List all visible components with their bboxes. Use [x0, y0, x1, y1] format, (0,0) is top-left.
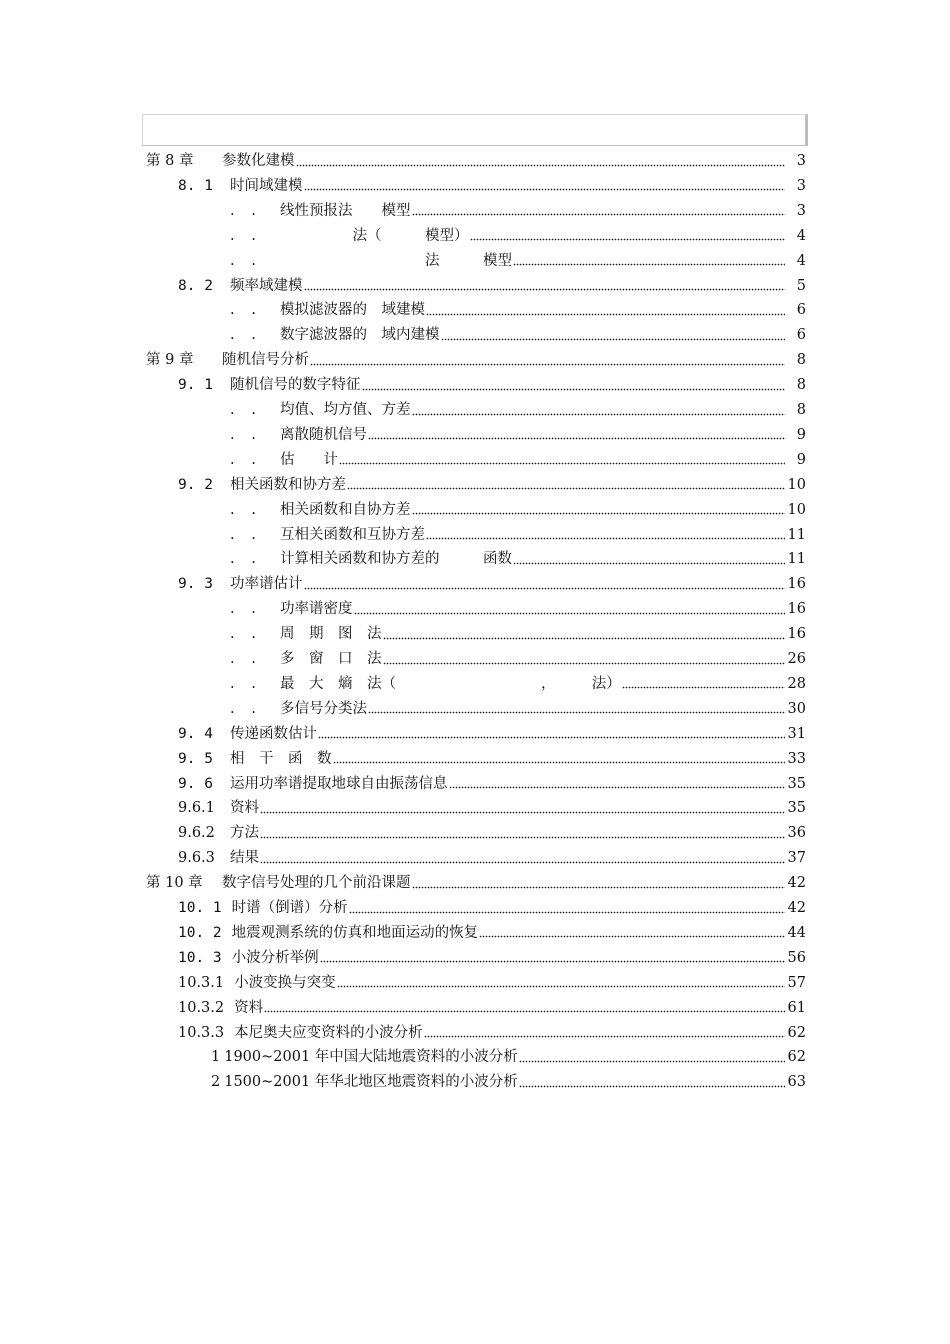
dot-leader — [362, 380, 786, 392]
toc-entry-number: 9.6.2 — [178, 825, 215, 842]
toc-entry[interactable] — [211, 1045, 806, 1070]
toc-entry-title: 均值、均方值、方差 — [280, 402, 411, 418]
toc-entry-page: 61 — [787, 999, 806, 1016]
toc-entry-page: 28 — [787, 675, 806, 692]
toc-entry[interactable] — [178, 846, 806, 871]
toc-entry[interactable] — [230, 298, 806, 323]
toc-entry-title: 1900~2001 年中国大陆地震资料的小波分析 — [224, 1049, 518, 1066]
dot-leader — [333, 753, 785, 765]
toc-entry-number: 10. 2 — [178, 924, 222, 941]
toc-entry[interactable] — [230, 224, 806, 249]
toc-entry-number: 10. 3 — [178, 949, 222, 966]
toc-entry-number: . . — [230, 327, 262, 344]
toc-entry-number: . . — [230, 252, 262, 269]
toc-entry-page: 35 — [787, 775, 806, 792]
toc-entry[interactable] — [230, 622, 806, 647]
toc-entry-number: 8. 2 — [178, 277, 213, 294]
dot-leader — [479, 927, 784, 939]
dot-leader — [441, 330, 786, 342]
dot-leader — [519, 1052, 785, 1064]
dot-leader — [318, 728, 785, 740]
toc-entry-number: . . — [230, 302, 262, 319]
dot-leader — [304, 280, 786, 292]
dot-leader — [383, 654, 785, 666]
dot-leader — [622, 678, 785, 690]
toc-entry-title: 法（ 模型） — [280, 227, 469, 244]
toc-entry-title: 最 大 熵 法（ ， 法） — [280, 675, 621, 692]
dot-leader — [513, 554, 785, 566]
toc-entry-page: 42 — [787, 900, 806, 916]
toc-entry-title: 小波分析举例 — [231, 949, 319, 966]
toc-entry-number: 第 10 章 — [146, 875, 203, 892]
toc-entry-page: 44 — [787, 924, 806, 941]
toc-entry[interactable] — [178, 722, 806, 747]
toc-entry-number: . . — [230, 626, 262, 643]
toc-entry-page: 4 — [796, 227, 806, 244]
toc-entry-number: . . — [230, 227, 262, 244]
toc-entry-number: 9. 1 — [178, 377, 213, 394]
toc-entry-title: 传递函数估计 — [230, 725, 317, 742]
toc-entry-title: 数字滤波器的 域内建模 — [280, 327, 440, 344]
dot-leader — [368, 703, 785, 715]
toc-entry-page: 8 — [796, 377, 806, 394]
dot-leader — [412, 205, 786, 217]
toc-entry-title: 互相关函数和互协方差 — [280, 526, 425, 543]
toc-entry[interactable] — [178, 996, 806, 1021]
toc-entry-number: . . — [230, 426, 262, 443]
toc-entry[interactable] — [230, 697, 806, 722]
toc-entry[interactable] — [230, 597, 806, 622]
dot-leader — [354, 604, 785, 616]
toc-entry-title: 功率谱估计 — [230, 576, 303, 593]
toc-entry[interactable] — [230, 423, 806, 448]
toc-entry-title: 法 模型 — [280, 252, 512, 269]
toc-entry[interactable] — [178, 1021, 806, 1046]
toc-entry-title: 估 计 — [280, 451, 338, 468]
toc-entry[interactable] — [178, 772, 806, 797]
dot-leader — [368, 429, 785, 441]
toc-entry-page: 56 — [787, 949, 806, 966]
toc-entry-title: 相关函数和自协方差 — [280, 501, 411, 518]
dot-leader — [412, 504, 785, 516]
toc-entry-page: 33 — [787, 750, 806, 767]
toc-entry-number: . . — [230, 601, 262, 618]
toc-entry-number: . . — [230, 551, 262, 568]
toc-entry-number: 10. 1 — [178, 900, 222, 916]
toc-entry-title: 参数化建模 — [222, 153, 295, 169]
toc-entry-number: . . — [230, 526, 262, 543]
dot-leader — [412, 878, 785, 890]
dot-leader — [349, 903, 785, 915]
toc-entry[interactable] — [230, 647, 806, 672]
toc-entry-title: 相关函数和协方差 — [230, 476, 346, 493]
toc-entry[interactable] — [178, 174, 806, 199]
toc-entry[interactable] — [178, 896, 806, 921]
dot-leader — [339, 454, 785, 466]
toc-entry-page: 11 — [787, 551, 806, 568]
toc-entry-title: 1500~2001 年华北地区地震资料的小波分析 — [224, 1074, 518, 1091]
toc-entry-page: 9 — [796, 451, 806, 468]
toc-entry-page: 4 — [796, 252, 806, 269]
toc-entry[interactable] — [211, 1070, 806, 1095]
toc-entry-title: 多 窗 口 法 — [280, 651, 382, 667]
toc-entry-page: 26 — [787, 651, 806, 667]
toc-entry[interactable] — [178, 821, 806, 846]
toc-entry-title: 计算相关函数和协方差的 函数 — [280, 551, 512, 568]
toc-entry-page: 8 — [796, 402, 806, 418]
toc-entry-page: 31 — [787, 725, 806, 742]
toc-entry-page: 5 — [796, 277, 806, 294]
toc-entry-number: 9. 6 — [178, 775, 213, 792]
toc-entry-title: 方法 — [230, 825, 259, 842]
toc-entry-number: 9. 2 — [178, 476, 213, 493]
toc-entry-title: 功率谱密度 — [280, 601, 353, 618]
toc-entry-title: 线性预报法 模型 — [280, 202, 411, 219]
toc-entry-page: 57 — [787, 974, 806, 991]
toc-entry-title: 随机信号分析 — [222, 352, 309, 369]
toc-entry-number: 10.3.3 — [178, 1024, 225, 1041]
toc-entry-title: 随机信号的数字特征 — [230, 377, 361, 394]
dot-leader — [519, 1077, 785, 1089]
toc-entry-page: 16 — [787, 626, 806, 643]
toc-entry-title: 频率域建模 — [230, 277, 303, 294]
toc-entry-title: 时间域建模 — [230, 177, 303, 194]
toc-entry-page: 42 — [787, 875, 806, 892]
toc-entry-page: 10 — [787, 501, 806, 518]
toc-entry-number: 2 — [211, 1074, 221, 1091]
dot-leader — [337, 977, 785, 989]
toc-entry-number: 10.3.1 — [178, 974, 225, 991]
toc-entry-number: 第 8 章 — [146, 153, 194, 169]
toc-entry-number: 9.6.1 — [178, 800, 215, 817]
dot-leader — [260, 828, 785, 840]
toc-entry-title: 地震观测系统的仿真和地面运动的恢复 — [231, 924, 479, 941]
toc-entry[interactable] — [230, 448, 806, 473]
toc-entry-page: 9 — [796, 426, 806, 443]
toc-entry-number: . . — [230, 451, 262, 468]
toc-entry-page: 8 — [796, 352, 806, 369]
toc-entry-number: . . — [230, 402, 262, 418]
toc-entry-page: 63 — [787, 1074, 806, 1091]
toc-entry[interactable] — [230, 498, 806, 523]
toc-entry-page: 11 — [787, 526, 806, 543]
toc-entry-number: . . — [230, 700, 262, 717]
toc-entry-title: 资料 — [230, 800, 259, 817]
dot-leader — [426, 305, 785, 317]
toc-entry[interactable] — [178, 946, 806, 971]
toc-entry[interactable] — [178, 747, 806, 772]
dot-leader — [264, 1002, 784, 1014]
toc-entry-page: 62 — [787, 1024, 806, 1041]
toc-entry[interactable] — [178, 473, 806, 498]
dot-leader — [260, 803, 785, 815]
toc-entry-title: 模拟滤波器的 域建模 — [280, 302, 425, 319]
toc-entry-title: 时谱（倒谱）分析 — [231, 900, 348, 916]
toc-entry-number: . . — [230, 675, 262, 692]
toc-entry-title: 离散随机信号 — [280, 426, 367, 443]
toc-entry-number: . . — [230, 651, 262, 667]
dot-leader — [412, 405, 786, 417]
toc-entry-number: . . — [230, 202, 262, 219]
toc-entry-title: 运用功率谱提取地球自由振荡信息 — [230, 775, 448, 792]
dot-leader — [310, 355, 785, 367]
toc-entry-title: 资料 — [234, 999, 264, 1016]
dot-leader — [383, 629, 785, 641]
toc-entry-number: 1 — [211, 1049, 221, 1066]
dot-leader — [296, 156, 786, 168]
toc-entry-title: 数字信号处理的几个前沿课题 — [222, 875, 411, 892]
toc-entry[interactable] — [230, 523, 806, 548]
toc-entry-number: 第 9 章 — [146, 352, 194, 369]
toc-entry-page: 35 — [787, 800, 806, 817]
toc-entry[interactable] — [146, 149, 806, 174]
toc-entry[interactable] — [230, 199, 806, 224]
dot-leader — [304, 180, 786, 192]
toc-entry[interactable] — [230, 249, 806, 274]
toc-entry[interactable] — [178, 572, 806, 597]
toc-entry[interactable] — [178, 971, 806, 996]
toc-entry-page: 30 — [787, 700, 806, 717]
toc-entry[interactable] — [178, 373, 806, 398]
toc-entry-number: 9. 3 — [178, 576, 213, 593]
toc-entry-title: 本尼奥夫应变资料的小波分析 — [234, 1024, 423, 1041]
toc-entry-page: 6 — [796, 327, 806, 344]
toc-entry-title: 多信号分类法 — [280, 700, 367, 717]
toc-entry[interactable] — [230, 323, 806, 348]
toc-entry[interactable] — [178, 921, 806, 946]
toc-entry-number: 8. 1 — [178, 177, 213, 194]
toc-entry[interactable] — [178, 796, 806, 821]
toc-entry-page: 16 — [787, 576, 806, 593]
toc-entry-page: 3 — [796, 153, 806, 169]
toc-entry[interactable] — [146, 348, 806, 373]
dot-leader — [424, 1027, 785, 1039]
dot-leader — [470, 230, 786, 242]
toc-entry-page: 3 — [796, 177, 806, 194]
dot-leader — [449, 778, 785, 790]
toc-entry-page: 16 — [787, 601, 806, 618]
toc-entry-page: 10 — [787, 476, 806, 493]
dot-leader — [304, 579, 785, 591]
toc-entry-number: . . — [230, 501, 262, 518]
toc-entry-title: 周 期 图 法 — [280, 626, 382, 643]
toc-entry-number: 9. 4 — [178, 725, 213, 742]
toc-entry-title: 小波变换与突变 — [234, 974, 336, 991]
dot-leader — [260, 853, 785, 865]
toc-entry-number: 9.6.3 — [178, 850, 215, 867]
toc-entry[interactable] — [230, 672, 806, 697]
toc-entry[interactable] — [146, 871, 806, 896]
toc-entry-page: 62 — [787, 1049, 806, 1066]
toc-entry-page: 3 — [796, 202, 806, 219]
toc-entry-page: 6 — [796, 302, 806, 319]
dot-leader — [347, 479, 785, 491]
toc-entry-page: 37 — [787, 850, 806, 867]
toc-entry-title: 结果 — [230, 850, 259, 867]
dot-leader — [513, 255, 785, 267]
toc-entry[interactable] — [178, 274, 806, 299]
dot-leader — [320, 952, 785, 964]
dot-leader — [426, 529, 785, 541]
toc-entry-number: 10.3.2 — [178, 999, 225, 1016]
header-box — [142, 114, 808, 146]
toc-entry-title: 相 干 函 数 — [230, 750, 332, 767]
toc-entry[interactable] — [230, 398, 806, 423]
toc-entry-number: 9. 5 — [178, 750, 213, 767]
toc-entry-page: 36 — [787, 825, 806, 842]
toc-entry[interactable] — [230, 547, 806, 572]
